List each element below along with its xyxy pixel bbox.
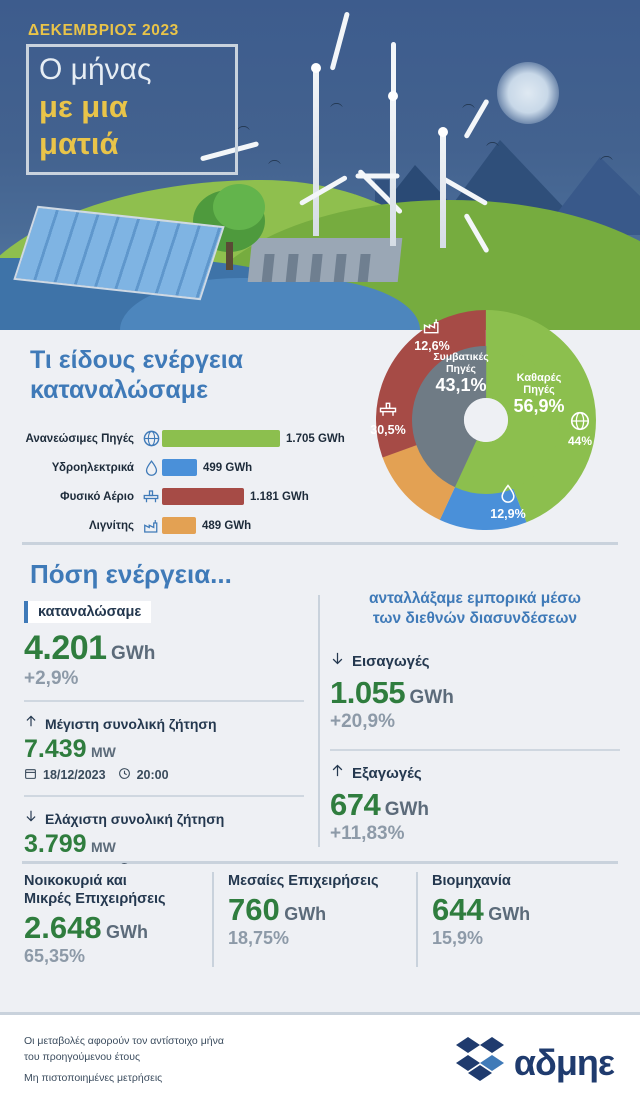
card-unit-medium: GWh <box>284 904 327 925</box>
bar-fill-lignite <box>162 517 196 534</box>
hero-illustration <box>0 0 640 330</box>
card-title-industry <box>432 872 610 890</box>
bird-icon: ︵ <box>486 133 500 148</box>
imports-change: +20,9% <box>330 711 395 733</box>
card-pct-medium: 18,75% <box>228 928 290 949</box>
bar-label-gas: Φυσικό Αέριο <box>60 490 134 503</box>
calendar-icon <box>24 767 37 783</box>
min-demand-value: 3.799 <box>24 830 87 858</box>
lignite-plant-icon <box>140 515 162 537</box>
energy-volume-section <box>0 545 640 861</box>
donut-outer-value-hydro: 12,9% <box>490 506 526 521</box>
trade-title-line2: των διεθνών διασυνδέσεων <box>372 610 578 628</box>
footer <box>0 1012 640 1107</box>
trade-column <box>330 589 620 845</box>
min-demand-unit: MW <box>91 839 116 855</box>
arrow-up-icon <box>330 761 345 785</box>
bird-icon: ︵ <box>600 147 614 162</box>
hero-title-line2: με μια <box>39 88 128 124</box>
bar-row-lignite <box>16 513 346 538</box>
bar-row-hydro <box>16 455 346 480</box>
bird-icon: ︵ <box>268 151 282 166</box>
bar-fill-gas <box>162 488 244 505</box>
card-title-medium <box>228 872 406 890</box>
arrow-down-icon <box>24 807 38 830</box>
consumption-unit: GWh <box>111 643 156 664</box>
section1-heading-line1: Τι είδους ενέργεια <box>30 346 244 374</box>
trade-title <box>330 589 620 629</box>
bird-icon: ︵ <box>462 95 476 110</box>
footer-note <box>24 1033 224 1086</box>
consumption-column <box>24 601 304 878</box>
bar-label-hydro: Υδροηλεκτρικά <box>51 461 134 474</box>
exports-unit: GWh <box>384 799 430 821</box>
max-demand-meta <box>24 767 304 783</box>
max-demand-value: 7.439 <box>24 735 87 763</box>
wind-turbine-icon <box>398 108 488 258</box>
card-unit-industry: GWh <box>488 904 531 925</box>
tree-trunk <box>226 242 233 270</box>
card-title-households <box>24 872 202 908</box>
inner-divider <box>24 700 304 702</box>
bar-value-lignite: 489 GWh <box>202 519 252 532</box>
max-demand-time: 20:00 <box>136 768 169 782</box>
card-title-line1: Μεσαίες Επιχειρήσεις <box>228 873 379 889</box>
donut-outer-label-hydro <box>482 482 534 522</box>
section1-heading-line2: καταναλώσαμε <box>30 375 208 404</box>
arrow-down-icon <box>330 649 345 673</box>
card-pct-households: 65,35% <box>24 946 86 967</box>
hero-title-line1: Ο μήνας <box>39 53 152 86</box>
arrow-up-icon <box>24 712 38 735</box>
bar-value-renewables: 1.705 GWh <box>286 432 345 445</box>
min-demand-label: Ελάχιστη συνολική ζήτηση <box>45 810 225 827</box>
imports-label: Εισαγωγές <box>352 652 430 670</box>
card-value-medium: 760 <box>228 892 280 928</box>
energy-mix-donut-chart <box>342 296 630 544</box>
bar-fill-renewables <box>162 430 280 447</box>
admie-mark-icon <box>454 1035 506 1090</box>
donut-inner-value-conventional: 43,1% <box>435 375 487 396</box>
exports-change: +11,83% <box>330 823 405 845</box>
donut-inner-label-clean <box>508 372 570 417</box>
water-drop-icon <box>498 493 518 507</box>
max-demand-unit: MW <box>91 744 116 760</box>
consumption-value: 4.201 <box>24 629 107 667</box>
admie-logo <box>454 1035 614 1090</box>
energy-source-bar-chart <box>16 426 346 542</box>
inner-divider <box>330 749 620 751</box>
exports-label: Εξαγωγές <box>352 764 422 782</box>
donut-outer-label-gas <box>360 400 416 438</box>
clock-icon <box>118 767 131 783</box>
sun-icon <box>497 62 559 124</box>
imports-unit: GWh <box>409 687 454 709</box>
lignite-plant-icon <box>421 325 443 339</box>
exports-row <box>330 761 620 785</box>
section2-heading: Πόση ενέργεια... <box>30 559 232 589</box>
min-demand-row <box>24 807 304 830</box>
exports-value: 674 <box>330 787 381 823</box>
bar-fill-hydro <box>162 459 197 476</box>
card-value-industry: 644 <box>432 892 484 928</box>
consumer-card-households <box>24 872 212 967</box>
consumer-card-industry <box>416 872 620 967</box>
hero-title <box>26 44 238 175</box>
bird-icon: ︵ <box>237 117 251 132</box>
donut-inner-value-clean: 56,9% <box>513 396 565 417</box>
donut-inner-label-conventional <box>426 352 496 396</box>
hero-title-line3: ματιά <box>39 125 119 161</box>
card-title-line2: Μικρές Επιχειρήσεις <box>24 891 166 908</box>
card-value-households: 2.648 <box>24 910 102 946</box>
bird-icon: ︵ <box>330 94 344 109</box>
consumer-breakdown-section <box>0 864 640 982</box>
section1-heading <box>30 346 330 405</box>
bar-row-gas <box>16 484 346 509</box>
bar-row-renewables <box>16 426 346 451</box>
card-pct-industry: 15,9% <box>432 928 484 949</box>
donut-outer-label-lignite <box>404 316 460 354</box>
card-unit-households: GWh <box>106 922 149 943</box>
imports-value: 1.055 <box>330 675 406 711</box>
max-demand-date: 18/12/2023 <box>43 768 106 782</box>
donut-outer-value-renewables: 44% <box>567 434 593 449</box>
inner-divider <box>24 795 304 797</box>
bar-label-renewables: Ανανεώσιμες Πηγές <box>25 432 134 445</box>
vertical-divider <box>318 595 320 847</box>
bar-label-lignite: Λιγνίτης <box>89 519 134 532</box>
donut-inner-title-conventional: Συμβατικές Πηγές <box>433 351 489 375</box>
donut-inner-title-clean: Καθαρές Πηγές <box>516 372 562 397</box>
footer-note-line3: Μη πιστοποιημένες μετρήσεις <box>24 1071 163 1084</box>
globe-icon <box>140 428 162 450</box>
admie-wordmark: αδμηε <box>513 1041 614 1083</box>
card-title-line1: Νοικοκυριά και <box>24 873 127 889</box>
bar-value-gas: 1.181 GWh <box>250 490 309 503</box>
gas-valve-icon <box>140 486 162 508</box>
donut-outer-value-gas: 30,5% <box>370 422 406 437</box>
consumer-card-medium <box>212 872 416 967</box>
trade-title-line1: ανταλλάξαμε εμπορικά μέσω <box>369 590 581 607</box>
max-demand-label: Μέγιστη συνολική ζήτηση <box>45 715 217 732</box>
gas-valve-icon <box>376 409 400 423</box>
card-title-line1: Βιομηχανία <box>432 873 511 889</box>
water-drop-icon <box>140 457 162 479</box>
issue-date: ΔΕΚΕΜΒΡΙΟΣ 2023 <box>28 22 179 39</box>
globe-icon <box>569 421 591 435</box>
footer-note-line1: Οι μεταβολές αφορούν τον αντίστοιχο μήνα <box>24 1035 224 1047</box>
consumer-cards <box>24 872 620 967</box>
imports-row <box>330 649 620 673</box>
bar-value-hydro: 499 GWh <box>203 461 253 474</box>
consumption-change: +2,9% <box>24 668 79 689</box>
energy-mix-section <box>0 330 640 542</box>
footer-note-line2: του προηγούμενου έτους <box>24 1051 141 1064</box>
consumption-tag: καταναλώσαμε <box>24 601 151 623</box>
max-demand-row <box>24 712 304 735</box>
donut-outer-value-lignite: 12,6% <box>414 338 450 353</box>
